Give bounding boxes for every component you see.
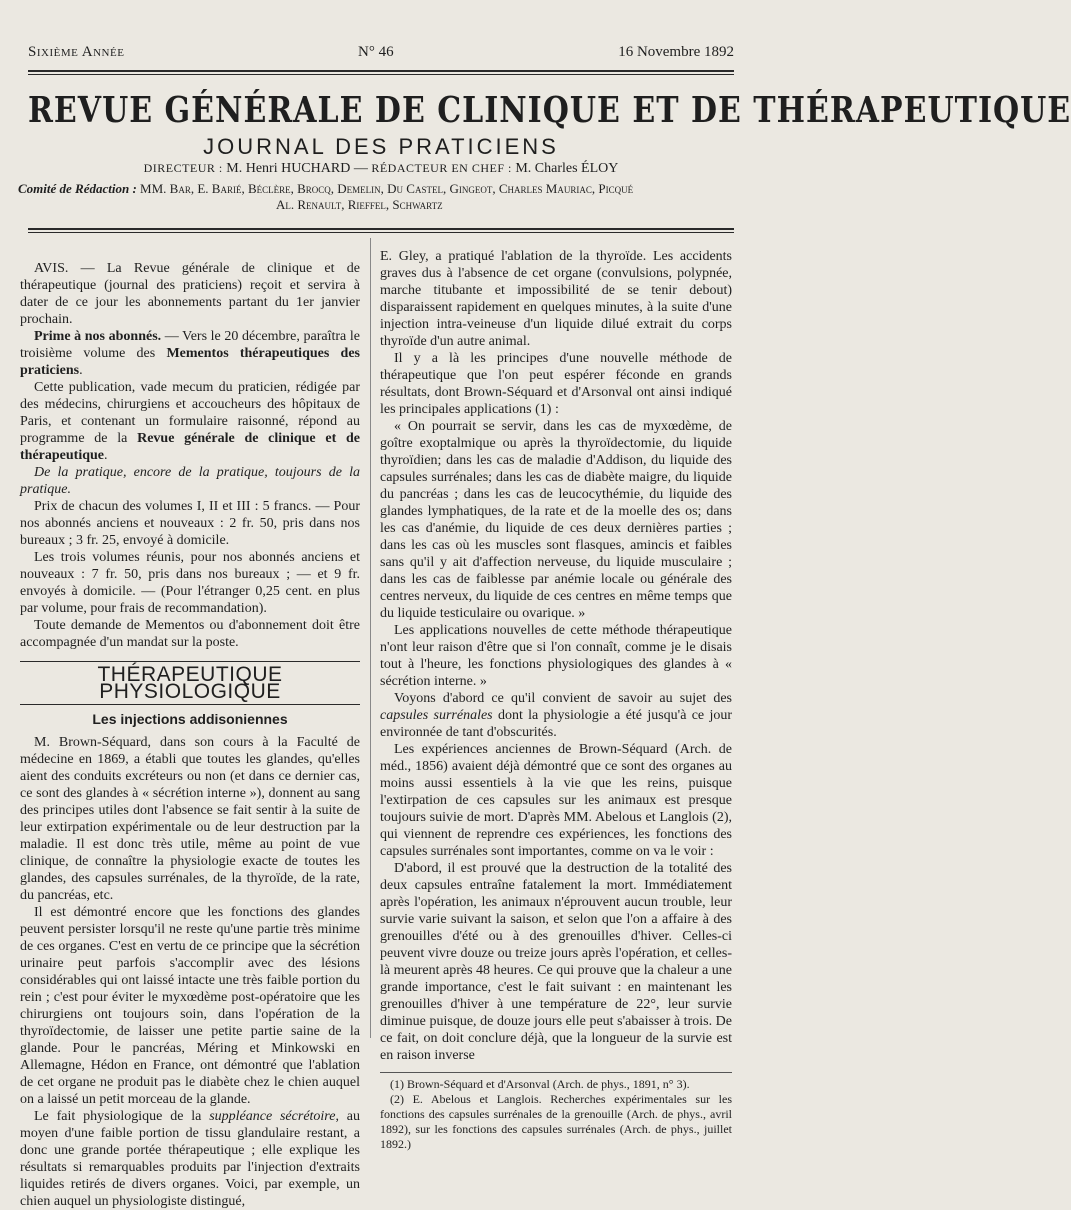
price-notice: Prix de chacun des volumes I, II et III : 5 francs. — Pour nos abonnés anciens et nouveaux : 2 fr. 50, pris dans nos bureaux ; 3 fr. 25, envoyé à domicile. bbox=[20, 499, 360, 548]
prime-heading: Prime à nos abonnés. bbox=[34, 329, 162, 344]
article-paragraph: Les expériences anciennes de Brown-Séquard (Arch. de méd., 1856) avaient déjà démontré que ce sont des organes au moins aussi essentiels à la vie que les reins, puisque l'extirpation de ces capsules sur les animaux est presque toujours suivie de mort. D'après MM. Abelous et Langlois (2), qui viennent de reprendre ces expériences, les fonctions des capsules surrénales sont importantes, comme on va le voir : bbox=[380, 742, 732, 859]
journal-masthead: REVUE GÉNÉRALE DE CLINIQUE ET DE THÉRAPEUTIQUE bbox=[28, 90, 1071, 132]
issue-number: N° 46 bbox=[358, 44, 394, 60]
directeur-name: M. Henri HUCHARD bbox=[226, 161, 351, 176]
prime-notice bbox=[20, 328, 360, 379]
article-title: Les injections addisoniennes bbox=[92, 711, 288, 727]
left-column bbox=[20, 260, 360, 1210]
article-paragraph bbox=[20, 1108, 360, 1210]
paragraph-text: Le fait physiologique de la bbox=[34, 1109, 210, 1124]
paragraph-text: Voyons d'abord ce qu'il convient de savoir au sujet des bbox=[394, 691, 732, 706]
footnote-2: (2) E. Abelous et Langlois. Recherches expérimentales sur les fonctions des capsules surrénales de la grenouille (Arch. de phys., avril 1892), sur les fonctions des capsules surrénales (Arch. de phys., juillet 1892.) bbox=[380, 1092, 732, 1151]
motto: De la pratique, encore de la pratique, toujours de la pratique. bbox=[20, 465, 360, 497]
article-paragraph: D'abord, il est prouvé que la destruction de la totalité des deux capsules entraîne fatalement la mort. Immédiatement après l'opération, les animaux n'éprouvent aucun trouble, leur survie varie suivant la saison, et selon que l'on a affaire à des grenouilles d'été ou à des grenouilles d'hiver. Celles-ci peuvent vivre douze ou treize jours après l'opération, et celles-là meurent après 48 heures. Ce qui prouve que la chaleur a une grande importance, c'est le fait suivant : en maintenant les grenouilles d'hiver à une température de 22°, leur survie diminue puisque, de douze jours elle peut s'abaisser à trois. De ce fait, on doit conclure déjà, que la longueur de la survie est en raison inverse bbox=[380, 861, 732, 1063]
paragraph-text: dont la physiologie a été jusqu'à ce jour environnée de tant d'obscurités. bbox=[380, 708, 732, 740]
publication-text: Cette publication, vade mecum du praticien, rédigée par des médecins, chirurgiens et accoucheurs des hôpitaux de Paris, et contenant un formulaire raisonné, répond au programme de la bbox=[20, 380, 360, 446]
article-paragraph: E. Gley, a pratiqué l'ablation de la thyroïde. Les accidents graves dus à l'absence de cet organe (convulsions, polypnée, marche titubante et impossibilité de se tenir debout) disparaissent rapidement en quelques minutes, à la suite d'une injection intra-veineuse d'un liquide dilué extrait du corps thyroïde d'un autre animal. bbox=[380, 249, 732, 349]
section-title: THÉRAPEUTIQUE PHYSIOLOGIQUE bbox=[20, 661, 360, 705]
comite-names-1: MM. Bar, E. Barié, Béclère, Brocq, Demelin, Du Castel, Gingeot, Charles Mauriac, Picqué bbox=[140, 181, 634, 196]
editorial-committee bbox=[18, 181, 740, 213]
comite-names-2: Al. Renault, Rieffel, Schwartz bbox=[276, 197, 443, 212]
right-column bbox=[380, 248, 732, 1152]
masthead-bottom-rule-thin bbox=[28, 232, 734, 233]
issue-date: 16 Novembre 1892 bbox=[618, 44, 734, 60]
prime-bold-title: Mementos thérapeutiques des praticiens bbox=[20, 346, 360, 378]
article-paragraph: Il y a là les principes d'une nouvelle méthode de thérapeutique que l'on peut espérer féconde en grands résultats, dont Brown-Séquard et d'Arsonval ont ainsi indiqué les principales applications (1) : bbox=[380, 351, 732, 417]
prime-text: — Vers le 20 décembre, paraîtra le troisième volume des bbox=[20, 329, 360, 361]
masthead-bottom-rule bbox=[28, 228, 734, 230]
year-label: Sixième Année bbox=[28, 44, 125, 60]
article-paragraph bbox=[380, 690, 732, 741]
footnotes bbox=[380, 1072, 732, 1152]
order-notice: Toute demande de Mementos ou d'abonnement doit être accompagnée d'un mandat sur la poste. bbox=[20, 618, 360, 650]
column-divider bbox=[370, 238, 371, 1038]
editors-line bbox=[28, 161, 734, 177]
article-quote: « On pourrait se servir, dans les cas de myxœdème, de goître exoptalmique ou après la thyroïdectomie, du liquide thyroïdien; dans les cas de maladie d'Addison, du liquide des capsules surrénales; dans les cas de diabète maigre, du liquide du pancréas ; dans les cas de leucocythémie, du liquide des glandes lymphatiques, de la rate et de la moelle des os; dans les cas d'anémie, du liquide de ces deux dernières parties ; dans les cas où les muscles sont flasques, amincis et faibles sans qu'il y ait d'affection nerveuse, du liquide musculaire ; dans les cas de faiblesse par anémie locale ou générale des centres nerveux, du liquide de ces centres en même temps que du liquide testiculaire ou ovarique. » bbox=[380, 419, 732, 621]
paragraph-italic: capsules surrénales bbox=[380, 708, 493, 723]
prime-end: . bbox=[79, 363, 83, 378]
publication-end: . bbox=[104, 448, 108, 463]
avis-notice: AVIS. — La Revue générale de clinique et de thérapeutique (journal des praticiens) reçoit et servira à dater de ce jour les abonnements partant du 1er janvier prochain. bbox=[20, 261, 360, 327]
header-rule bbox=[28, 70, 734, 72]
three-volumes-notice: Les trois volumes réunis, pour nos abonnés anciens et nouveaux : 7 fr. 50, pris dans nos bureaux ; — et 9 fr. envoyés à domicile. — (Pour l'étranger 0,25 cent. en plus par volume, pour frais de recommandation). bbox=[20, 550, 360, 616]
redacteur-name: M. Charles ÉLOY bbox=[515, 161, 619, 176]
editors-separator: — bbox=[353, 161, 368, 176]
article-paragraph: Les applications nouvelles de cette méthode thérapeutique n'ont leur raison d'être que si l'on connaît, comme je le disais tout à l'heure, les fonctions physiologiques des glandes à « sécrétion interne. » bbox=[380, 623, 732, 689]
journal-subtitle: JOURNAL DES PRATICIENS bbox=[203, 134, 559, 159]
article-paragraph: M. Brown-Séquard, dans son cours à la Faculté de médecine en 1869, a établi que toutes les glandes, qu'elles aient des conduits excréteurs ou non (et dans ce dernier cas, ce sont des glandes à « sécrétion interne »), donnent au sang des principes utiles dont l'absence se fait sentir à la suite de leur extirpation expérimentale ou de leur destruction par la maladie. Il est donc très utile, même au point de vue clinique, de connaître la physiologie exacte de toutes les glandes, des capsules surrénales, de la thyroïde, de la rate, du pancréas, etc. bbox=[20, 735, 360, 903]
publication-bold: Revue générale de clinique et de thérapeutique bbox=[20, 431, 361, 463]
header-rule-thin bbox=[28, 74, 734, 75]
running-header bbox=[28, 44, 734, 64]
directeur-label: DIRECTEUR : bbox=[143, 161, 223, 175]
redacteur-label: RÉDACTEUR EN CHEF : bbox=[371, 161, 512, 175]
paragraph-italic: suppléance sécrétoire bbox=[209, 1109, 336, 1124]
comite-label: Comité de Rédaction : bbox=[18, 181, 137, 196]
footnote-1: (1) Brown-Séquard et d'Arsonval (Arch. de phys., 1891, n° 3). bbox=[390, 1077, 690, 1091]
publication-notice bbox=[20, 379, 360, 464]
paragraph-text: , au moyen d'une faible portion de tissu glandulaire restant, a donc une grande portée thérapeutique ; elle explique les résultats si remarquables produits par l'injection d'extraits liquides retirés de divers organes. Voici, par exemple, un chien auquel un physiologiste distingué, bbox=[20, 1109, 360, 1209]
article-paragraph: Il est démontré encore que les fonctions des glandes peuvent persister lorsqu'il ne reste qu'une partie très minime de ces organes. C'est en vertu de ce principe que la sécrétion urinaire peut parfois s'accomplir avec des lésions considérables qui ont laissé intacte une très faible portion du rein ; c'est pour éviter le myxœdème post-opératoire que les chirurgiens ont toujours soin, dans l'opération de la thyroïdectomie, de laisser une petite partie saine de la glande. Pour le pancréas, Méring et Minkowski en Allemagne, Hédon en France, ont démontré que l'ablation de cet organe ne produit pas le diabète chez le chien auquel on a laissé un petit morceau de la glande. bbox=[20, 905, 360, 1107]
